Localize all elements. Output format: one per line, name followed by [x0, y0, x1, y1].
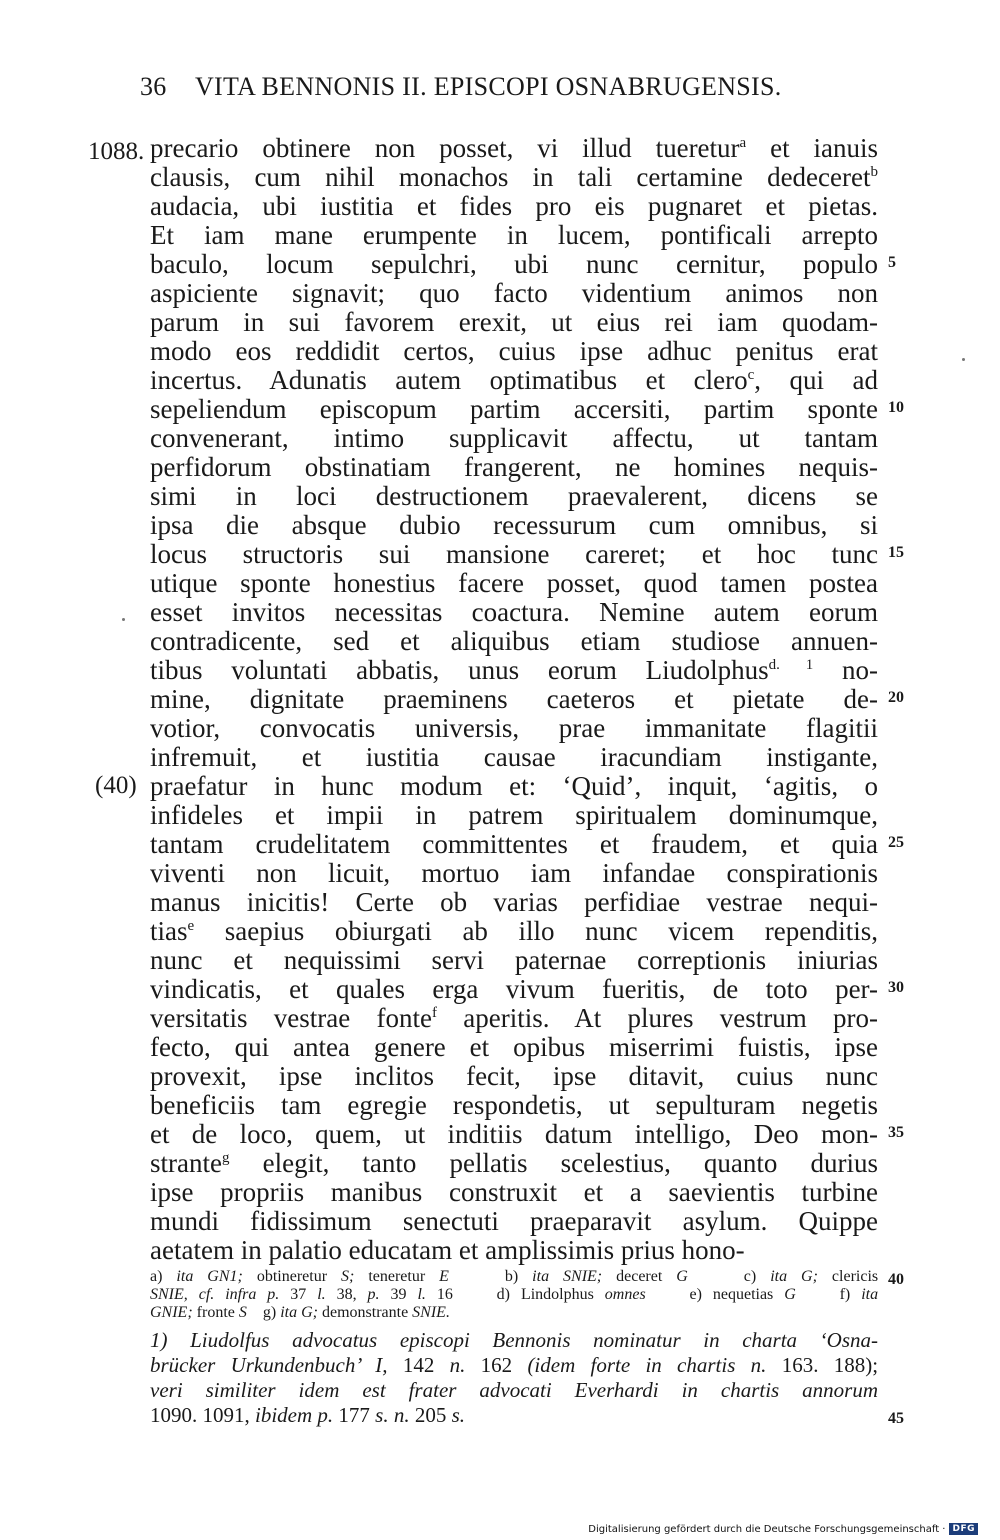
text-line: tantam crudelitatem committentes et fraudem, et quia	[150, 829, 878, 859]
text-line: praefatur in hunc modum et: ‘Quid’, inquit, ‘agitis, o	[150, 771, 878, 801]
historical-footnote	[150, 1328, 878, 1428]
line-number: 30	[888, 979, 904, 996]
text-line: beneficiis tam egregie respondetis, ut sepulturam negetis	[150, 1090, 878, 1120]
line-number: 5	[888, 254, 896, 271]
text-line: convenerant, intimo supplicavit affectu, ut tantam	[150, 423, 878, 453]
text-line: modo eos reddidit certos, cuius ipse adhuc penitus erat	[150, 336, 878, 366]
apparatus-line: GNIE; fronte S g) ita G; demonstrante SNIE.	[150, 1304, 450, 1321]
text-line: contradicente, sed et aliquibus etiam studiose annuen-	[150, 626, 878, 656]
text-line: perfidorum obstinatiam frangerent, ne homines nequis-	[150, 452, 878, 482]
line-number: 45	[888, 1410, 904, 1427]
margin-reference: (40)	[95, 772, 137, 799]
line-number: 35	[888, 1124, 904, 1141]
text-line: infideles et impii in patrem spiritualem dominumque,	[150, 800, 878, 830]
text-line: mine, dignitate praeminens caeteros et pietate de-	[150, 684, 878, 714]
page-number: 36	[140, 72, 167, 101]
critical-apparatus	[150, 1268, 878, 1322]
text-line: viventi non licuit, mortuo iam infandae conspirationis	[150, 858, 878, 888]
text-line: baculo, locum sepulchri, ubi nunc cernitur, populo	[150, 249, 878, 279]
text-line: infremuit, et iustitia causae iracundiam instigante,	[150, 742, 878, 772]
line-number: 10	[888, 399, 904, 416]
text-line: votior, convocatis universis, prae immanitate flagitii	[150, 713, 878, 743]
main-text	[150, 134, 878, 1265]
footnote-line: 1090. 1091, ibidem p. 177 s. n. 205 s.	[150, 1403, 466, 1427]
footnote-line: veri similiter idem est frater advocati Everhardi in chartis annorum	[150, 1378, 878, 1402]
line-number: 20	[888, 689, 904, 706]
text-line: nunc et nequissimi servi paternae correptionis iniurias	[150, 945, 878, 975]
margin-year: 1088.	[88, 138, 145, 165]
line-number: 15	[888, 544, 904, 561]
text-line: provexit, ipse inclitos fecit, ipse ditavit, cuius nunc	[150, 1061, 878, 1091]
text-line: vindicatis, et quales erga vivum fueritis, de toto per-	[150, 974, 878, 1004]
text-line: utique sponte honestius facere posset, quod tamen postea	[150, 568, 878, 598]
line-number: 40	[888, 1271, 904, 1288]
text-line: parum in sui favorem erexit, ut eius rei iam quodam-	[150, 307, 878, 337]
dfg-logo: DFG	[949, 1523, 978, 1535]
text-line: Et iam mane erumpente in lucem, pontificali arrepto	[150, 220, 878, 250]
text-line: incertus. Adunatis autem optimatibus et clero$^c$, qui ad	[150, 365, 878, 395]
page-title: VITA BENNONIS II. EPISCOPI OSNABRUGENSIS.	[194, 72, 782, 101]
text-line: audacia, ubi iustitia et fides pro eis pugnaret et pietas.	[150, 191, 878, 221]
footnote-line: 1) Liudolfus advocatus episcopi Bennonis nominatur in charta ‘Osna-	[150, 1328, 878, 1352]
text-line: ipsa die absque dubio recessurum cum omnibus, si	[150, 510, 878, 540]
text-line: tias$^e$ saepius obiurgati ab illo nunc vicem rependitis,	[150, 916, 879, 946]
apparatus-line: SNIE, cf. infra p. 37 l. 38, p. 39 l. 16 d) Lindolphus omnes e) nequetias G f) ita	[150, 1286, 879, 1303]
text-line: aspiciente signavit; quo facto videntium animos non	[150, 278, 878, 308]
text-line: versitatis vestrae fonte$^f$ aperitis. At plures vestrum pro-	[150, 1003, 878, 1033]
line-number: 25	[888, 834, 904, 851]
text-line: manus inicitis! Certe ob varias perfidiae vestrae nequi-	[150, 887, 878, 917]
credit-text: Digitalisierung gefördert durch die Deutsche Forschungsgemeinschaft ·	[588, 1523, 946, 1535]
text-line: simi in loci destructionem praevalerent, dicens se	[150, 481, 878, 511]
text-line: clausis, cum nihil monachos in tali certamine dedeceret$^b$	[150, 162, 878, 192]
text-line: aetatem in palatio educatam et amplissimis prius hono-	[150, 1235, 745, 1265]
text-line: fecto, qui antea genere et opibus miserrimi fuistis, ipse	[150, 1032, 878, 1062]
paper-speck	[122, 618, 125, 621]
text-line: mundi fidissimum senectuti praeparavit asylum. Quippe	[150, 1206, 878, 1236]
text-line: locus structoris sui mansione careret; et hoc tunc	[150, 539, 878, 569]
text-line: precario obtinere non posset, vi illud tueretur$^a$ et ianuis	[150, 133, 879, 163]
text-line: esset invitos necessitas coactura. Nemine autem eorum	[150, 597, 878, 627]
footnote-line: brücker Urkundenbuch’ I, 142 n. 162 (idem forte in chartis n. 163. 188);	[150, 1353, 879, 1377]
digitization-credit	[588, 1523, 978, 1535]
text-line: ipse propriis manibus construxit et a saevientis turbine	[150, 1177, 878, 1207]
text-line: tibus voluntati abbatis, unus eorum Liudolphus$^{d. 1}$ no-	[150, 655, 879, 685]
apparatus-line: a) ita GN1; obtineretur S; teneretur E b) ita SNIE; deceret G c) ita G; clericis	[150, 1268, 879, 1285]
paper-speck	[962, 358, 965, 361]
text-line: strante$^g$ elegit, tanto pellatis scelestius, quanto durius	[150, 1148, 879, 1178]
running-header	[140, 72, 840, 102]
text-line: et de loco, quem, ut inditiis datum intelligo, Deo mon-	[150, 1119, 878, 1149]
text-line: sepeliendum episcopum partim accersiti, partim sponte	[150, 394, 878, 424]
